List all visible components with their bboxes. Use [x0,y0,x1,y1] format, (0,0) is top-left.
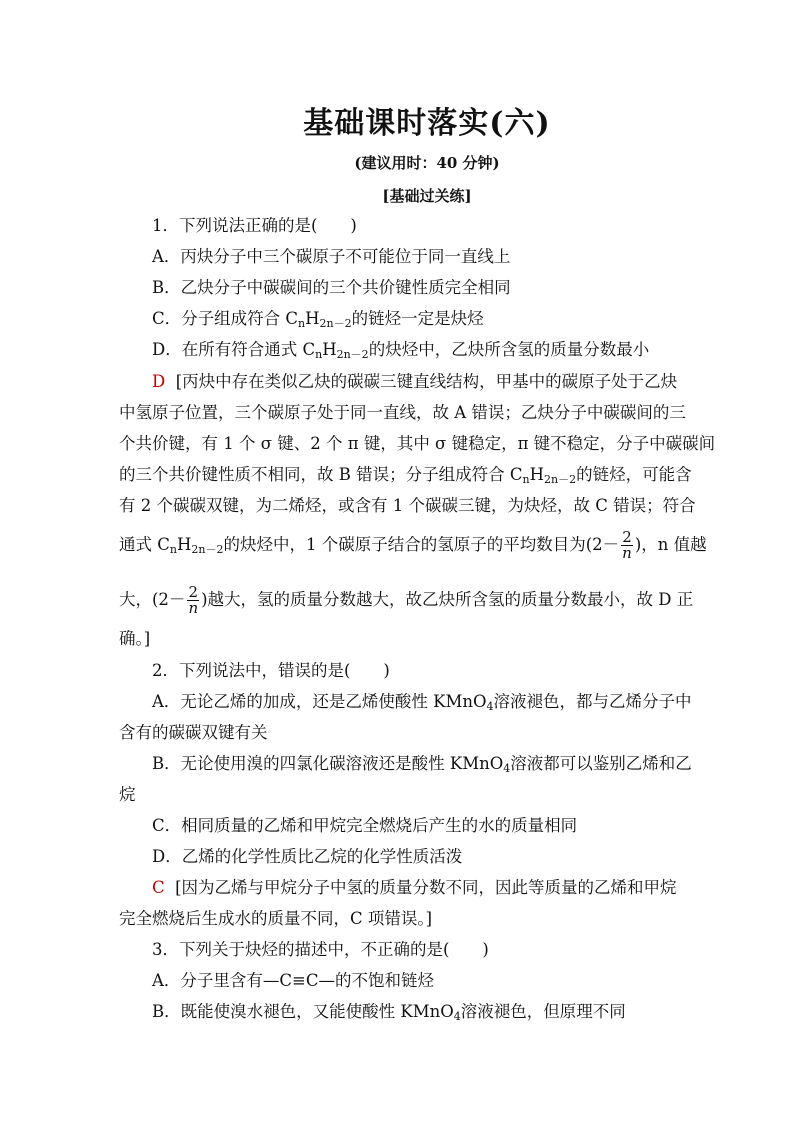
q1-answer-letter: D [152,372,166,391]
fraction-2-over-n: $\frac{2}{n}$ [188,583,199,617]
fraction-2-over-n: $\frac{2}{n}$ [622,528,632,562]
q2-answer-line-2: 完全燃烧后生成水的质量不同，C 项错误。] [119,909,433,928]
q3-option-b: B．既能使溴水褪色，又能使酸性 KMnO4溶液褪色，但原理不同 [152,1002,626,1023]
q1-answer-line-3: 个共价键，有 1 个 σ 键、2 个 π 键，其中 σ 键稳定，π 键不稳定，分子中碳碳间 [119,434,716,453]
q2-option-a-cont: 含有的碳碳双键有关 [119,723,268,742]
section-heading: [基础过关练] [382,187,472,205]
q1-answer-line-8: 确。] [119,629,151,648]
q1-answer-line-1: D [丙炔中存在类似乙炔的碳碳三键直线结构，甲基中的碳原子处于乙炔 [152,372,678,391]
q1-option-b: B．乙炔分子中碳碳间的三个共价键性质完全相同 [152,278,511,297]
q1-answer-line-6: 通式 CnH2n－2的炔烃中，1 个碳原子结合的氢原子的平均数目为(2－ $\frac{2}{n}$ )，n 值越 [119,528,707,562]
q1-answer-line-5: 有 2 个碳碳双键，为二烯烃，或含有 1 个碳碳三键，为炔烃，故 C 错误；符合 [119,496,696,515]
q2-option-d: D．乙烯的化学性质比乙烷的化学性质活泼 [152,847,463,866]
q2-stem: 2．下列说法中，错误的是( ) [152,661,390,680]
q1-option-c: C．分子组成符合 CnH2n－2的链烃一定是炔烃 [152,309,484,330]
q3-stem: 3．下列关于炔烃的描述中，不正确的是( ) [152,940,489,959]
q2-option-c: C．相同质量的乙烯和甲烷完全燃烧后产生的水的质量相同 [152,816,578,835]
q2-option-b: B．无论使用溴的四氯化碳溶液还是酸性 KMnO4溶液都可以鉴别乙烯和乙 [152,754,692,775]
q1-answer-line-7: 大，(2－ $\frac{2}{n}$ )越大，氢的质量分数越大，故乙炔所含氢的质量分数最小，故 D 正 [119,583,694,617]
q2-option-b-cont: 烷 [119,785,136,804]
q1-stem: 1．下列说法正确的是( ) [152,216,357,235]
time-note: (建议用时：40 分钟) [354,154,500,172]
q1-option-d: D．在所有符合通式 CnH2n－2的炔烃中，乙炔所含氢的质量分数最小 [152,340,650,361]
q2-answer-line-1: C [因为乙烯与甲烷分子中氢的质量分数不同，因此等质量的乙烯和甲烷 [152,878,677,897]
q2-answer-letter: C [152,878,165,897]
q1-option-a: A．丙炔分子中三个碳原子不可能位于同一直线上 [152,247,511,266]
q2-option-a: A．无论乙烯的加成，还是乙烯使酸性 KMnO4溶液褪色，都与乙烯分子中 [152,692,692,713]
page-title: 基础课时落实(六) [303,106,551,141]
q1-answer-line-2: 中氢原子位置，三个碳原子处于同一直线，故 A 错误；乙炔分子中碳碳间的三 [119,403,686,422]
q1-answer-line-4: 的三个共价键性质不相同，故 B 错误；分子组成符合 CnH2n－2的链烃，可能含 [119,465,692,486]
q3-option-a: A．分子里含有—C≡C—的不饱和链烃 [152,971,434,990]
